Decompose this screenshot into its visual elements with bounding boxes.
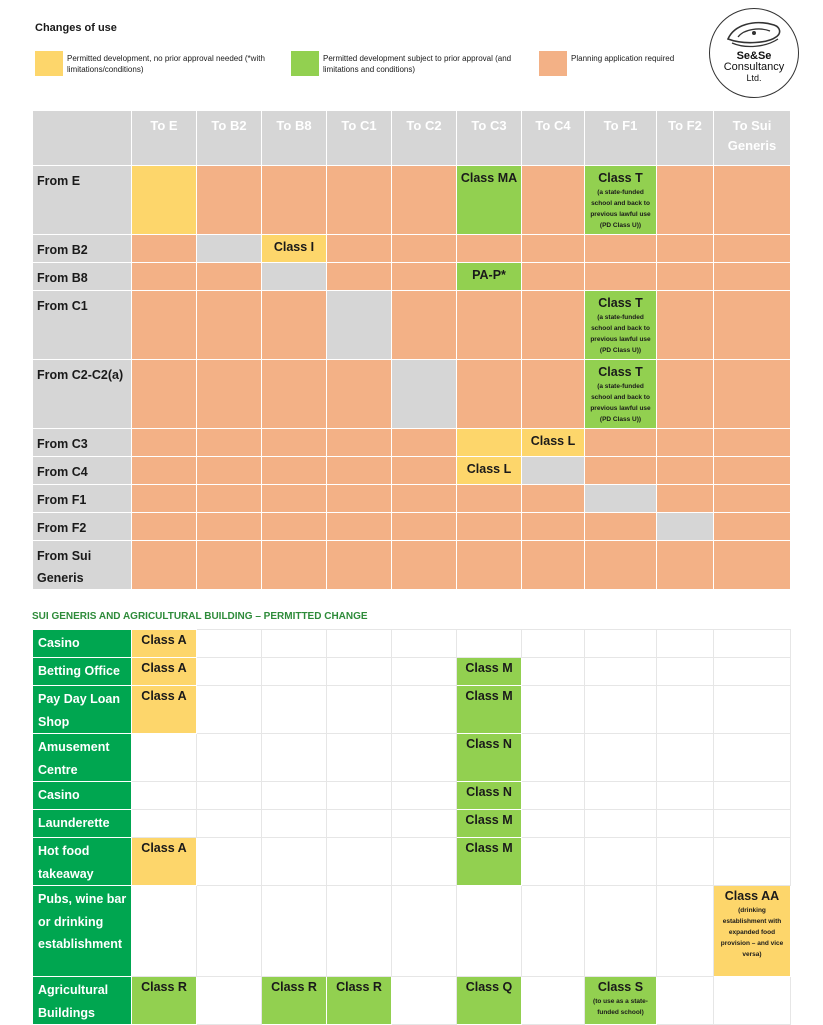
matrix-cell <box>262 166 327 235</box>
matrix-cell <box>657 886 714 977</box>
matrix-row <box>33 263 791 291</box>
class-label: Class M <box>465 813 513 827</box>
matrix-cell <box>197 429 262 457</box>
matrix-cell <box>392 734 457 782</box>
row-header: From C3 <box>33 429 132 457</box>
column-header: To C2 <box>392 111 457 166</box>
matrix-cell <box>327 485 392 513</box>
matrix-cell <box>392 166 457 235</box>
legend-item-prior-approval <box>291 51 529 76</box>
matrix-row <box>33 235 791 263</box>
class-label: Class M <box>465 841 513 855</box>
matrix-cell <box>657 977 714 1025</box>
sui-row-header: Pubs, wine bar or drinking establishment <box>33 886 132 977</box>
class-label: Class T <box>598 365 643 379</box>
matrix-cell <box>262 541 327 590</box>
matrix-cell <box>197 630 262 658</box>
matrix-cell <box>657 263 714 291</box>
matrix-cell <box>132 513 197 541</box>
matrix-row <box>33 541 791 590</box>
sui-row-header: Betting Office <box>33 658 132 686</box>
logo-line1: Se&Se <box>736 50 772 62</box>
matrix-cell <box>197 658 262 686</box>
matrix-cell <box>522 977 585 1025</box>
matrix-cell <box>392 886 457 977</box>
matrix-cell <box>457 429 522 457</box>
matrix-cell <box>262 457 327 485</box>
logo-line3: Ltd. <box>746 73 762 83</box>
class-cell <box>132 686 197 734</box>
matrix-cell <box>457 291 522 360</box>
sui-row <box>33 838 791 886</box>
class-label: Class R <box>271 980 317 994</box>
column-header: To C3 <box>457 111 522 166</box>
matrix-cell <box>262 782 327 810</box>
use-class-matrix <box>32 110 791 590</box>
sui-row <box>33 977 791 1025</box>
matrix-cell <box>714 977 791 1025</box>
matrix-cell <box>132 291 197 360</box>
matrix-cell <box>327 782 392 810</box>
row-header: From B2 <box>33 235 132 263</box>
matrix-cell <box>522 263 585 291</box>
matrix-cell <box>132 429 197 457</box>
class-cell <box>457 263 522 291</box>
matrix-cell <box>327 658 392 686</box>
matrix-cell <box>197 686 262 734</box>
matrix-cell <box>327 360 392 429</box>
matrix-cell <box>327 630 392 658</box>
class-label: Class Q <box>465 980 513 994</box>
matrix-cell <box>714 782 791 810</box>
matrix-cell <box>522 838 585 886</box>
matrix-cell <box>522 360 585 429</box>
matrix-cell <box>197 541 262 590</box>
matrix-cell <box>585 886 657 977</box>
matrix-cell <box>132 360 197 429</box>
matrix-cell <box>457 886 522 977</box>
matrix-cell <box>197 166 262 235</box>
matrix-cell <box>392 235 457 263</box>
matrix-cell <box>392 782 457 810</box>
matrix-cell <box>522 513 585 541</box>
matrix-cell <box>585 686 657 734</box>
column-header: To E <box>132 111 197 166</box>
matrix-cell <box>522 734 585 782</box>
matrix-cell <box>327 429 392 457</box>
matrix-cell <box>657 513 714 541</box>
matrix-cell <box>392 630 457 658</box>
matrix-cell <box>197 886 262 977</box>
sui-row-header: Casino <box>33 782 132 810</box>
matrix-cell <box>392 838 457 886</box>
matrix-cell <box>657 291 714 360</box>
matrix-cell <box>585 782 657 810</box>
matrix-cell <box>585 838 657 886</box>
class-cell <box>457 457 522 485</box>
matrix-row <box>33 360 791 429</box>
matrix-cell <box>392 977 457 1025</box>
class-label: Class T <box>598 296 643 310</box>
matrix-cell <box>392 291 457 360</box>
sui-row-header: Agricultural Buildings <box>33 977 132 1025</box>
sui-row <box>33 686 791 734</box>
class-note: (to use as a state-funded school) <box>593 998 648 1016</box>
row-header: From C4 <box>33 457 132 485</box>
matrix-cell <box>714 263 791 291</box>
matrix-cell <box>522 658 585 686</box>
matrix-cell <box>197 457 262 485</box>
matrix-row <box>33 457 791 485</box>
logo-line2: Consultancy <box>723 61 785 73</box>
row-header: From B8 <box>33 263 132 291</box>
matrix-cell <box>262 360 327 429</box>
matrix-cell <box>457 630 522 658</box>
matrix-cell <box>392 686 457 734</box>
matrix-cell <box>657 457 714 485</box>
matrix-cell <box>327 291 392 360</box>
matrix-cell <box>585 513 657 541</box>
row-header: From C1 <box>33 291 132 360</box>
matrix-cell <box>262 513 327 541</box>
class-cell <box>132 977 197 1025</box>
class-label: Class A <box>141 689 187 703</box>
sui-row-header: Amusement Centre <box>33 734 132 782</box>
matrix-cell <box>457 235 522 263</box>
class-cell <box>132 838 197 886</box>
class-cell <box>585 166 657 235</box>
class-cell <box>457 166 522 235</box>
matrix-cell <box>392 513 457 541</box>
logo-text <box>710 51 798 84</box>
company-logo <box>709 8 799 98</box>
matrix-row <box>33 513 791 541</box>
matrix-cell <box>657 541 714 590</box>
logo-emblem-icon <box>724 17 784 53</box>
matrix-cell <box>392 541 457 590</box>
sui-row <box>33 630 791 658</box>
class-label: Class A <box>141 661 187 675</box>
sui-row-header: Launderette <box>33 810 132 838</box>
class-label: Class T <box>598 171 643 185</box>
matrix-cell <box>585 541 657 590</box>
matrix-cell <box>522 686 585 734</box>
class-cell <box>457 686 522 734</box>
matrix-cell <box>714 838 791 886</box>
matrix-cell <box>657 734 714 782</box>
matrix-cell <box>262 263 327 291</box>
matrix-cell <box>657 360 714 429</box>
matrix-cell <box>714 235 791 263</box>
matrix-cell <box>392 263 457 291</box>
matrix-cell <box>132 457 197 485</box>
class-label: Class M <box>465 689 513 703</box>
matrix-cell <box>197 235 262 263</box>
matrix-cell <box>457 513 522 541</box>
matrix-cell <box>327 686 392 734</box>
class-cell <box>714 886 791 977</box>
class-cell <box>457 838 522 886</box>
class-cell <box>522 429 585 457</box>
matrix-cell <box>327 886 392 977</box>
class-cell <box>132 658 197 686</box>
matrix-cell <box>522 457 585 485</box>
legend-label: Planning application required <box>571 54 675 63</box>
matrix-cell <box>585 810 657 838</box>
class-cell <box>327 977 392 1025</box>
class-label: Class A <box>141 841 187 855</box>
matrix-cell <box>392 429 457 457</box>
matrix-cell <box>714 630 791 658</box>
sui-row-header: Pay Day Loan Shop <box>33 686 132 734</box>
class-cell <box>457 810 522 838</box>
matrix-cell <box>197 782 262 810</box>
matrix-cell <box>327 734 392 782</box>
legend-label: Permitted development, no prior approval needed (*with limitations/conditions) <box>67 54 265 74</box>
class-label: Class L <box>530 434 576 448</box>
class-label: Class A <box>141 633 187 647</box>
row-header: From Sui Generis <box>33 541 132 590</box>
matrix-cell <box>327 541 392 590</box>
legend-item-planning-application <box>539 51 701 76</box>
class-note: (drinking establishment with expanded food provision – and vice versa) <box>720 907 784 958</box>
matrix-cell <box>657 166 714 235</box>
class-cell <box>585 291 657 360</box>
class-note: (a state-funded school and back to previous lawful use (PD Class U)) <box>590 383 651 423</box>
matrix-cell <box>657 686 714 734</box>
matrix-cell <box>585 263 657 291</box>
matrix-cell <box>392 360 457 429</box>
matrix-cell <box>657 810 714 838</box>
legend-swatch-green <box>291 51 319 76</box>
sui-row-header: Hot food takeaway <box>33 838 132 886</box>
sui-row <box>33 734 791 782</box>
class-label: Class MA <box>460 171 518 185</box>
matrix-cell <box>197 977 262 1025</box>
matrix-cell <box>714 810 791 838</box>
matrix-cell <box>657 838 714 886</box>
matrix-cell <box>262 630 327 658</box>
matrix-cell <box>197 485 262 513</box>
matrix-cell <box>262 686 327 734</box>
matrix-cell <box>262 838 327 886</box>
matrix-cell <box>714 485 791 513</box>
column-header: To C1 <box>327 111 392 166</box>
column-header: To F1 <box>585 111 657 166</box>
sui-row <box>33 782 791 810</box>
class-cell <box>262 235 327 263</box>
matrix-row <box>33 166 791 235</box>
matrix-cell <box>132 734 197 782</box>
class-label: Class S <box>597 980 644 994</box>
legend-item-prior-approval-not-needed <box>35 51 295 76</box>
column-header: To C4 <box>522 111 585 166</box>
class-label: PA-P* <box>472 268 506 282</box>
class-cell <box>457 734 522 782</box>
matrix-cell <box>457 541 522 590</box>
row-header: From C2-C2(a) <box>33 360 132 429</box>
sui-generis-matrix <box>32 629 791 1025</box>
matrix-cell <box>522 166 585 235</box>
column-header: To B2 <box>197 111 262 166</box>
matrix-cell <box>262 658 327 686</box>
matrix-cell <box>714 658 791 686</box>
matrix-cell <box>657 782 714 810</box>
class-label: Class N <box>466 785 512 799</box>
matrix-cell <box>262 886 327 977</box>
sui-row <box>33 886 791 977</box>
matrix-cell <box>657 485 714 513</box>
class-cell <box>457 977 522 1025</box>
class-label: Class I <box>273 240 315 254</box>
matrix-cell <box>197 360 262 429</box>
class-cell <box>585 360 657 429</box>
matrix-cell <box>197 291 262 360</box>
class-label: Class M <box>465 661 513 675</box>
matrix-cell <box>327 235 392 263</box>
matrix-cell <box>714 291 791 360</box>
matrix-cell <box>522 485 585 513</box>
matrix-cell <box>585 734 657 782</box>
class-label: Class L <box>466 462 512 476</box>
matrix-cell <box>457 485 522 513</box>
matrix-cell <box>392 457 457 485</box>
matrix-cell <box>522 291 585 360</box>
class-note: (a state-funded school and back to previous lawful use (PD Class U)) <box>590 189 651 229</box>
matrix-cell <box>392 810 457 838</box>
matrix-cell <box>585 429 657 457</box>
matrix-cell <box>132 166 197 235</box>
matrix-cell <box>262 810 327 838</box>
matrix-cell <box>714 360 791 429</box>
legend-swatch-orange <box>539 51 567 76</box>
matrix-cell <box>714 166 791 235</box>
matrix-row <box>33 291 791 360</box>
matrix-row <box>33 429 791 457</box>
matrix-cell <box>714 457 791 485</box>
matrix-cell <box>522 541 585 590</box>
matrix-cell <box>714 513 791 541</box>
matrix-cell <box>197 513 262 541</box>
matrix-cell <box>132 541 197 590</box>
matrix-cell <box>714 686 791 734</box>
matrix-cell <box>327 263 392 291</box>
matrix-cell <box>714 429 791 457</box>
matrix-cell <box>132 782 197 810</box>
matrix-cell <box>262 485 327 513</box>
matrix-cell <box>392 485 457 513</box>
matrix-cell <box>522 810 585 838</box>
sui-row-header: Casino <box>33 630 132 658</box>
row-header: From F2 <box>33 513 132 541</box>
matrix-cell <box>132 886 197 977</box>
class-cell <box>132 630 197 658</box>
matrix-corner <box>33 111 132 166</box>
matrix-cell <box>327 457 392 485</box>
matrix-cell <box>585 485 657 513</box>
matrix-cell <box>132 235 197 263</box>
row-header: From E <box>33 166 132 235</box>
class-cell <box>585 977 657 1025</box>
matrix-cell <box>714 541 791 590</box>
matrix-cell <box>262 734 327 782</box>
matrix-cell <box>197 810 262 838</box>
matrix-cell <box>392 658 457 686</box>
matrix-cell <box>714 734 791 782</box>
class-label: Class R <box>141 980 187 994</box>
matrix-cell <box>657 235 714 263</box>
class-label: Class R <box>336 980 382 994</box>
matrix-cell <box>327 810 392 838</box>
class-note: (a state-funded school and back to previous lawful use (PD Class U)) <box>590 314 651 354</box>
matrix-cell <box>657 429 714 457</box>
page-title: Changes of use <box>35 22 117 34</box>
matrix-cell <box>197 263 262 291</box>
column-header: To F2 <box>657 111 714 166</box>
matrix-cell <box>522 886 585 977</box>
matrix-cell <box>585 457 657 485</box>
matrix-cell <box>585 658 657 686</box>
matrix-cell <box>132 263 197 291</box>
column-header: To B8 <box>262 111 327 166</box>
matrix-cell <box>197 838 262 886</box>
class-label: Class N <box>466 737 512 751</box>
class-cell <box>457 658 522 686</box>
matrix-cell <box>132 485 197 513</box>
matrix-row <box>33 485 791 513</box>
matrix-cell <box>457 360 522 429</box>
class-label: Class AA <box>724 889 780 903</box>
legend-label: Permitted development subject to prior approval (and limitations and conditions) <box>323 54 512 74</box>
matrix-cell <box>262 429 327 457</box>
matrix-cell <box>132 810 197 838</box>
matrix-cell <box>657 630 714 658</box>
matrix-cell <box>327 166 392 235</box>
matrix-cell <box>522 235 585 263</box>
matrix-cell <box>327 838 392 886</box>
matrix-cell <box>522 782 585 810</box>
class-cell <box>457 782 522 810</box>
sui-row <box>33 810 791 838</box>
class-cell <box>262 977 327 1025</box>
matrix-cell <box>585 630 657 658</box>
sui-row <box>33 658 791 686</box>
matrix-cell <box>262 291 327 360</box>
legend-swatch-yellow <box>35 51 63 76</box>
row-header: From F1 <box>33 485 132 513</box>
matrix-cell <box>585 235 657 263</box>
matrix-cell <box>522 630 585 658</box>
section-title: SUI GENERIS AND AGRICULTURAL BUILDING – PERMITTED CHANGE <box>32 611 368 622</box>
column-header: To Sui Generis <box>714 111 791 166</box>
matrix-cell <box>657 658 714 686</box>
matrix-cell <box>327 513 392 541</box>
matrix-cell <box>197 734 262 782</box>
